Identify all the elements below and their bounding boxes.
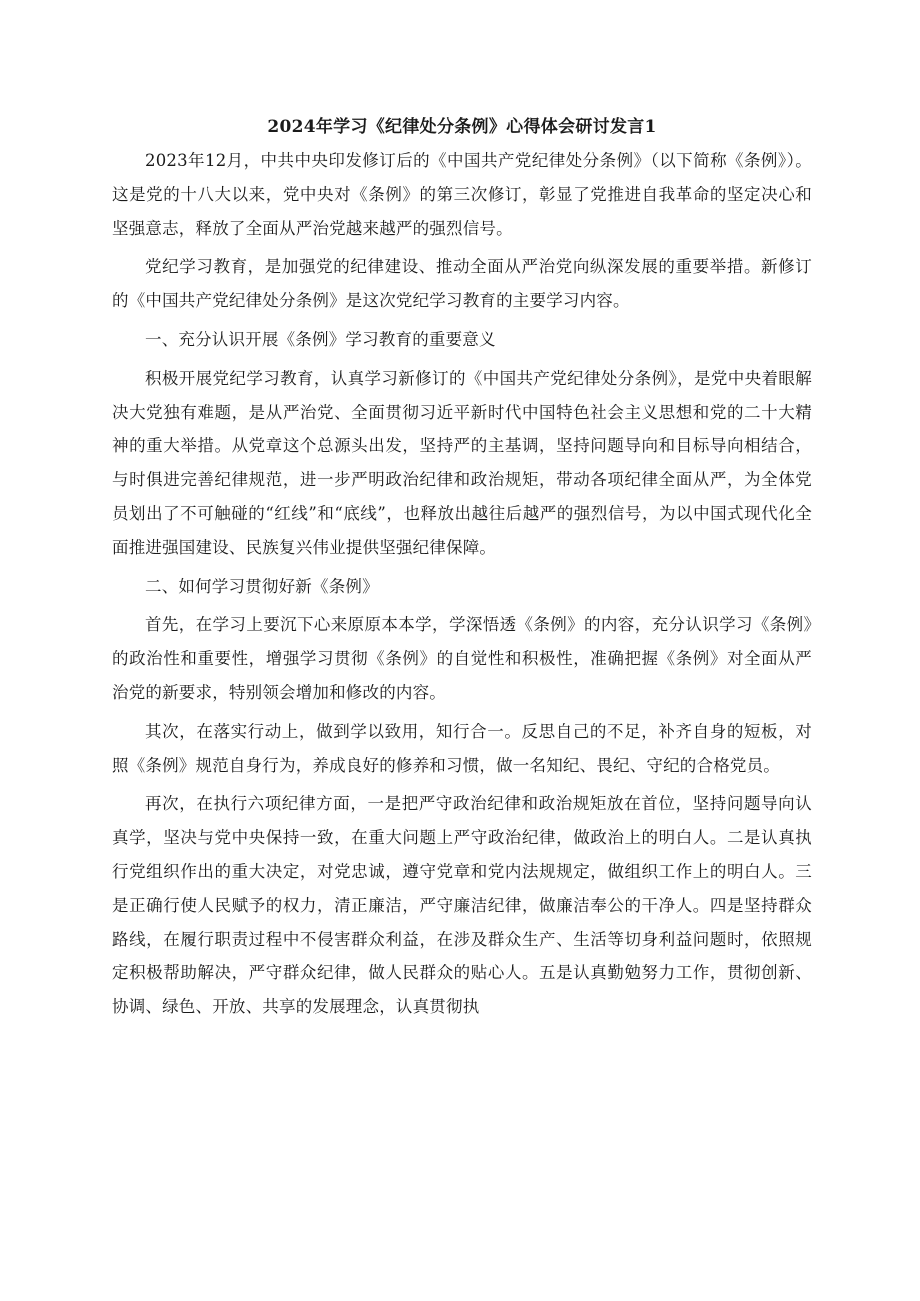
section-heading-1: 一、充分认识开展《条例》学习教育的重要意义 (145, 329, 496, 349)
paragraph-third: 再次，在执行六项纪律方面，一是把严守政治纪律和政治规矩放在首位，坚持问题导向认真学，坚决与党中央保持一致，在重大问题上严守政治纪律，做政治上的明白人。二是认真执行党组织作出的重大决定，对党忠诚，遵守党章和党内法规规定，做组织工作上的明白人。三是正确行使人民赋予的权力，清正廉洁，严守廉洁纪律，做廉洁奉公的干净人。四是坚持群众路线，在履行职责过程中不侵害群众利益，在涉及群众生产、生活等切身利益问题时，依照规定积极帮助解决，严守群众纪律，做人民群众的贴心人。五是认真勤勉努力工作，贯彻创新、协调、绿色、开放、共享的发展理念，认真贯彻执 (112, 794, 812, 1017)
paragraph-education: 党纪学习教育，是加强党的纪律建设、推动全面从严治党向纵深发展的重要举措。新修订的《中国共产党纪律处分条例》是这次党纪学习教育的主要学习内容。 (112, 257, 812, 311)
document-title: 2024年学习《纪律处分条例》心得体会研讨发言1 (267, 117, 657, 137)
paragraph-significance: 积极开展党纪学习教育，认真学习新修订的《中国共产党纪律处分条例》，是党中央着眼解决大党独有难题，是从严治党、全面贯彻习近平新时代中国特色社会主义思想和党的二十大精神的重大举措。从党章这个总源头出发，坚持严的主基调，坚持问题导向和目标导向相结合，与时俱进完善纪律规范，进一步严明政治纪律和政治规矩，带动各项纪律全面从严，为全体党员划出了不可触碰的“红线”和“底线”，也释放出越往后越严的强烈信号，为以中国式现代化全面推进强国建设、民族复兴伟业提供坚强纪律保障。 (112, 368, 812, 557)
section-heading-2: 二、如何学习贯彻好新《条例》 (145, 576, 379, 596)
paragraph-intro: 2023年12月，中共中央印发修订后的《中国共产党纪律处分条例》（以下简称《条例》）。这是党的十八大以来，党中央对《条例》的第三次修订，彰显了党推进自我革命的坚定决心和坚强意志，释放了全面从严治党越来越严的强烈信号。 (112, 151, 812, 238)
paragraph-first: 首先，在学习上要沉下心来原原本本学，学深悟透《条例》的内容，充分认识学习《条例》的政治性和重要性，增强学习贯彻《条例》的自觉性和积极性，准确把握《条例》对全面从严治党的新要求，特别领会增加和修改的内容。 (112, 615, 812, 702)
paragraph-second: 其次，在落实行动上，做到学以致用，知行合一。反思自己的不足，补齐自身的短板，对照《条例》规范自身行为，养成良好的修养和习惯，做一名知纪、畏纪、守纪的合格党员。 (112, 721, 812, 775)
